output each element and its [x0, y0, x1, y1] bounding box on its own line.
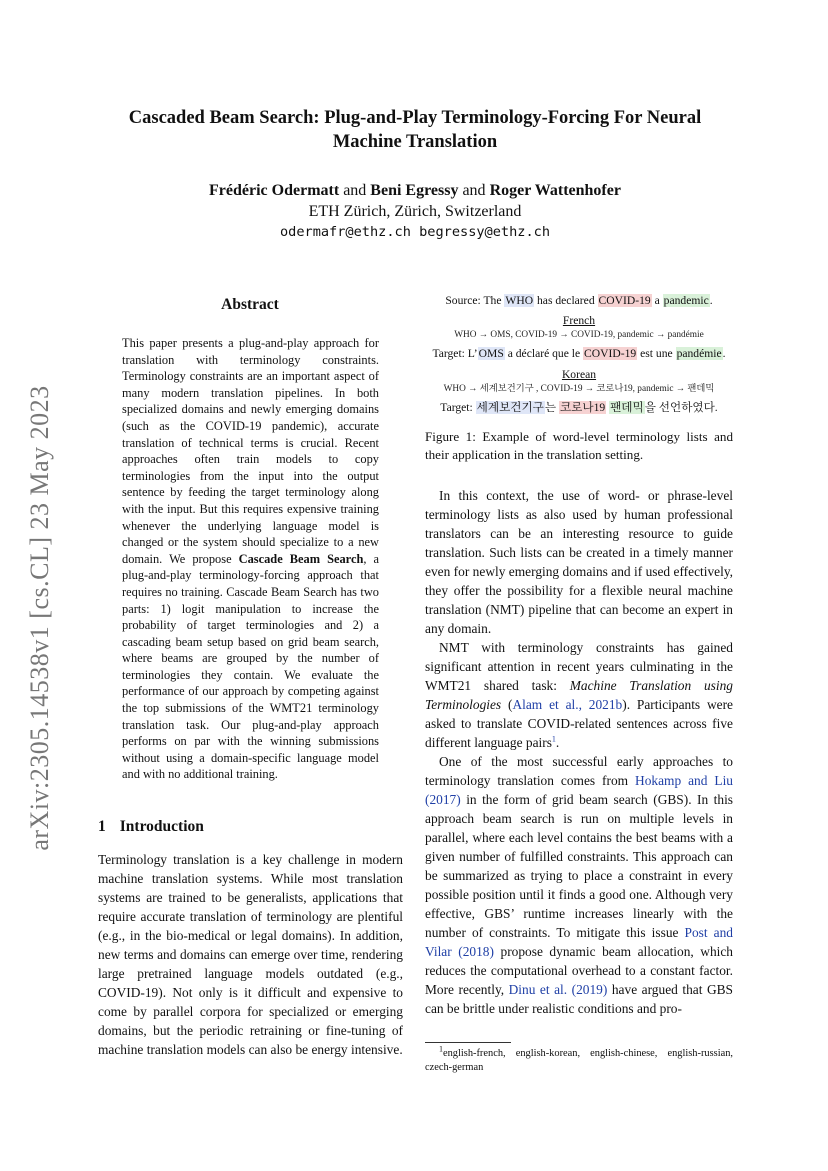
- author-name: Frédéric Odermatt: [209, 182, 340, 199]
- figure-target-french: [425, 345, 733, 363]
- highlight-term: COVID-19: [598, 294, 651, 307]
- paragraph-text: In addition, new terms and domains can emerge over time, rendering large pretrained language models outdated (e.g., COVID-19). Not only is it difficult and expensive to come by parallel corpora for specialized or emerging domains, but the periodic retraining or fine-tuning of machine translation models can also be energy intensive.: [98, 928, 403, 1057]
- highlight-term: OMS: [478, 347, 504, 360]
- highlight-term: 세계보건기구: [476, 401, 544, 414]
- fig-text: Target: L’: [432, 347, 478, 360]
- paragraph-text: in the form of grid beam search (GBS). In this approach beam search is run on multiple levels in parallel, where each level contains the best beams with a given number of fulfilled constraints. This approach can be summarized as trying to place a constraint in every possible position until it finds a good one. Although very effective, GBS’ runtime increases linearly with the number of constraints. To mitigate this issue: [425, 792, 733, 940]
- language-label-french: French: [562, 314, 596, 327]
- paragraph: [425, 486, 733, 638]
- paragraph: [98, 850, 403, 1059]
- abstract-emphasis: Cascade Beam Search: [238, 551, 364, 566]
- paragraph-text: have argued that GBS can be brittle under realistic conditions and pro-: [425, 982, 733, 1016]
- footnote-marker[interactable]: 1: [551, 734, 556, 744]
- fig-text: .: [722, 347, 726, 360]
- highlight-term: pandémie: [676, 347, 722, 360]
- intro-right-column: [425, 486, 733, 1018]
- footnote: [425, 1044, 733, 1075]
- terminology-list-french: WHO → OMS, COVID-19 → COVID-19, pandemic → pandémie: [454, 330, 704, 340]
- citation-link[interactable]: Hokamp and Liu: [635, 773, 733, 788]
- fig-text: 을 선언하였다.: [644, 401, 718, 414]
- paragraph-text: In this context, the use of word- or phrase-level terminology lists as also used by human professional translators can be an interesting resource to guide translation. Such lists can be created in a timely manner even for newly emerging domains and if used effectively, they offer the possibility for a flexible neural machine translation (NMT) pipeline that can become an expert in any domain.: [425, 488, 733, 636]
- intro-left-column: [98, 850, 403, 1059]
- highlight-term: 팬데믹: [610, 401, 644, 414]
- paragraph-text: .: [555, 735, 560, 750]
- figure-1: [425, 293, 733, 417]
- fig-text: Target:: [440, 401, 473, 414]
- abstract-text: This paper presents a plug-and-play approach for translation with terminology constraints. Terminology constraints are an important aspect of many modern translation pipelines. In both specialized domains and newly emerging domains (such as the COVID-19 pandemic), accurate translation of technical terms is crucial. Recent approaches often train models to copy terminologies from the input into the output sentence by feeding the target terminology along with the input. But this requires expensive training whenever the underlying language model is changed or the system should specialize to a new domain. We propose: [122, 336, 379, 566]
- citation-link[interactable]: Alam et al., 2021b: [512, 697, 623, 712]
- paragraph-text: Terminology translation is a key challenge in modern machine translation systems. While most translation systems are trained to be generalists, applications that require accurate translation of terminology are plentiful (e.g., in the bio-medical or legal domains).: [98, 852, 403, 943]
- figure-source-line: [425, 293, 733, 309]
- footnote-text: english-french, english-korean, english-chinese, english-russian, czech-german: [425, 1048, 733, 1073]
- fig-text: 는: [544, 401, 557, 414]
- paragraph-text: propose dynamic beam allocation, which reduces the computational overhead to a constant factor. More recently,: [425, 944, 734, 997]
- highlight-term: COVID-19: [584, 347, 637, 360]
- arxiv-identifier: arXiv:2305.14538v1 [cs.CL] 23 May 2023: [25, 385, 54, 851]
- language-label-korean: Korean: [561, 368, 597, 381]
- author-emails: odermafr@ethz.ch begressy@ethz.ch: [279, 224, 551, 240]
- fig-text: .: [709, 294, 713, 307]
- fig-text: est une: [640, 347, 673, 360]
- abstract-heading: Abstract: [221, 296, 279, 313]
- terminology-list-korean: WHO → 세계보건기구 , COVID-19 → 코로나19, pandemic → 팬데믹: [443, 384, 715, 394]
- highlight-term: WHO: [505, 294, 534, 307]
- footnote-number: 1: [439, 1044, 443, 1054]
- section-title: Introduction: [119, 818, 204, 835]
- highlight-term: pandemic: [663, 294, 709, 307]
- citation-link[interactable]: Dinu et al. (2019): [508, 982, 608, 997]
- fig-text: has declared: [537, 294, 595, 307]
- author-list: [98, 181, 732, 201]
- highlight-term: 코로나19: [559, 401, 606, 414]
- author-separator: and: [462, 182, 486, 199]
- figure-caption: Figure 1: Example of word-level terminology lists and their application in the translation setting.: [425, 429, 733, 462]
- paragraph: [425, 638, 733, 752]
- abstract-text: , a plug-and-play terminology-forcing approach that requires no training. Cascade Beam Search has two parts: 1) logit manipulation to increase the probability of target terminologies and 2) a cascading beam setup based on grid beam search, where beams are grouped by the number of terminologies they contain. We evaluate the performance of our approach by competing against the top submissions of the WMT21 terminology translation task. Our plug-and-play approach performs on par with the winning submissions without using a domain-specific language model and with no additional training.: [122, 551, 379, 782]
- paragraph-text: One of the most successful early approaches to terminology translation comes from: [425, 754, 733, 788]
- section-number: 1: [98, 818, 106, 835]
- task-name: Machine Translation using Terminologies: [425, 678, 733, 712]
- fig-text: a: [654, 294, 660, 307]
- fig-text: Source: The: [445, 294, 502, 307]
- paragraph: [425, 752, 733, 1018]
- fig-text: a déclaré que le: [507, 347, 581, 360]
- citation-link[interactable]: Post and Vilar (2018): [425, 925, 733, 959]
- affiliation: ETH Zürich, Zürich, Switzerland: [308, 203, 522, 220]
- author-name: Roger Wattenhofer: [489, 182, 621, 199]
- paper-title: Cascaded Beam Search: Plug-and-Play Terminology-Forcing For Neural Machine Translation: [128, 108, 702, 152]
- paragraph-text: (: [508, 697, 513, 712]
- abstract-body: [122, 335, 379, 783]
- citation-link[interactable]: (2017): [425, 792, 461, 807]
- section-heading: [98, 818, 204, 836]
- author-name: Beni Egressy: [370, 182, 459, 199]
- author-separator: and: [343, 182, 367, 199]
- footnote-rule: [425, 1042, 511, 1043]
- paragraph-text: NMT with terminology constraints has gained significant attention in recent years culminating in the WMT21 shared task:: [425, 640, 733, 693]
- paragraph-text: ). Participants were asked to translate COVID-related sentences across five different language pairs: [425, 697, 733, 750]
- figure-target-korean: [425, 399, 733, 417]
